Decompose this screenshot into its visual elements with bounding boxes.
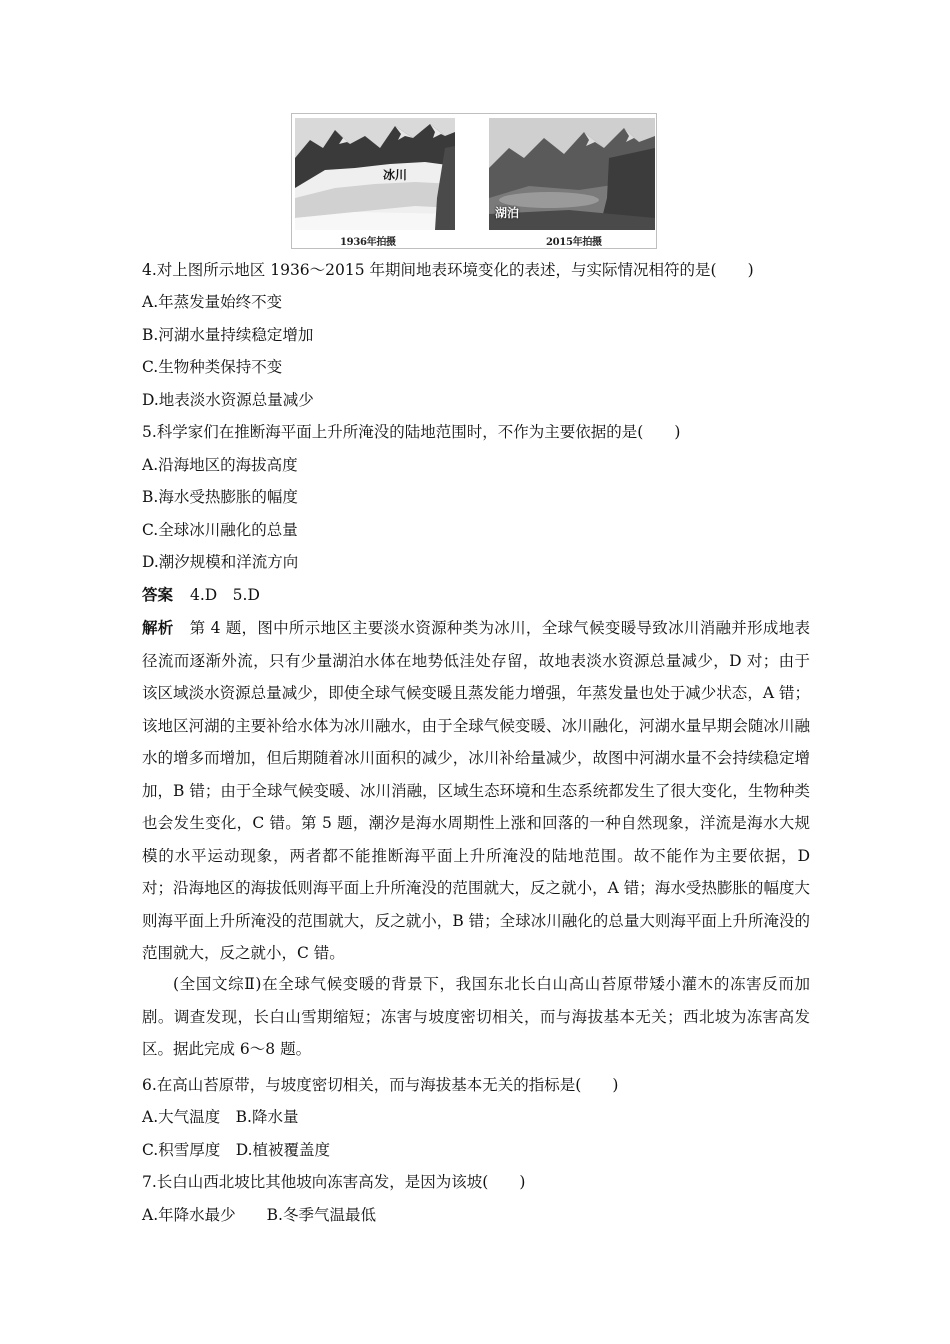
glacier-comparison-figure [291,113,657,249]
q6-options-ab: A.大气温度 B.降水量 [142,1108,299,1126]
q5-option-c: C.全球冰川融化的总量 [142,521,298,539]
q6-options-cd: C.积雪厚度 D.植被覆盖度 [142,1141,331,1159]
q5-option-d: D.潮汐规模和洋流方向 [142,553,299,571]
q5-stem: 5.科学家们在推断海平面上升所淹没的陆地范围时，不作为主要依据的是( ) [142,423,681,441]
lake-label: 湖泊 [495,206,520,220]
q7-options-ab: A.年降水最少 B.冬季气温最低 [142,1206,376,1224]
analysis-label: 解析 [142,618,174,637]
caption-1936: 1936年拍摄 [340,237,396,248]
q5-option-b: B.海水受热膨胀的幅度 [142,488,298,506]
photo-1936-glacier [295,118,455,230]
analysis-text: 第 4 题，图中所示地区主要淡水资源种类为冰川，全球气候变暖导致冰川消融并形成地表径流而逐渐外流，只有少量湖泊水体在地势低洼处存留，故地表淡水资源总量减少，D 对；由于该区域淡水资源总量减少，即使全球气候变暖且蒸发能力增强，年蒸发量也处于减少状态，A 错；该地区河湖的主要补给水体为冰川融水，由于全球气候变暖、冰川融化，河湖水量早期会随冰川融水的增多而增加，但后期随着冰川面积的减少，冰川补给量减少，故图中河湖水量不会持续稳定增加，B 错；由于全球气候变暖、冰川消融，区域生态环境和生态系统都发生了很大变化，生物种类也会发生变化，C 错。第 5 题，潮汐是海水周期性上涨和回落的一种自然现象，洋流是海水大规模的水平运动现象，两者都不能推断海平面上升所淹没的陆地范围。故不能作为主要依据，D 对；沿海地区的海拔低则海平面上升所淹没的范围就大，反之就小，A 错；海水受热膨胀的幅度大则海平面上升所淹没的范围就大，反之就小，B 错；全球冰川融化的总量大则海平面上升所淹没的范围就大，反之就小，C 错。 [142,619,810,962]
q6-stem: 6.在高山苔原带，与坡度密切相关，而与海拔基本无关的指标是( ) [142,1076,619,1094]
q4-option-d: D.地表淡水资源总量减少 [142,391,314,409]
analysis-paragraph [142,612,810,970]
answer-line [142,585,260,605]
context-paragraph: (全国文综Ⅱ)在全球气候变暖的背景下，我国东北长白山高山苔原带矮小灌木的冻害反而加剧。调查发现，长白山雪期缩短；冻害与坡度密切相关，而与海拔基本无关；西北坡为冻害高发区。据此完成 6～8 题。 [142,975,810,1058]
answer-value: 4.D 5.D [189,586,260,604]
q7-stem: 7.长白山西北坡比其他坡向冻害高发，是因为该坡( ) [142,1173,526,1191]
q4-option-a: A.年蒸发量始终不变 [142,293,283,311]
q4-option-c: C.生物种类保持不变 [142,358,283,376]
q4-stem: 4.对上图所示地区 1936～2015 年期间地表环境变化的表述，与实际情况相符的是( ) [142,261,754,279]
glacier-label: 冰川 [383,168,408,182]
q5-option-a: A.沿海地区的海拔高度 [142,456,298,474]
caption-2015: 2015年拍摄 [546,237,602,248]
photo-2015-lake [489,118,655,230]
answer-label: 答案 [142,585,174,604]
q4-option-b: B.河湖水量持续稳定增加 [142,326,314,344]
